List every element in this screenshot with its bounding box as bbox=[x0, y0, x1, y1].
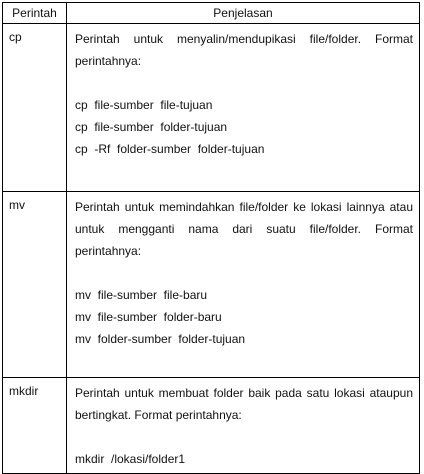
example-line: mkdir /lokasi/folder1 bbox=[75, 452, 186, 466]
command-cell: mv bbox=[3, 192, 67, 378]
description-text: Perintah untuk memindahkan file/folder ke lokasi lainnya atau untuk mengganti nama dari suatu file/folder. Format perintahnya: bbox=[75, 200, 413, 258]
table-row bbox=[3, 192, 420, 378]
example-line: mv file-sumber folder-baru bbox=[75, 310, 222, 324]
description-cell bbox=[67, 192, 420, 378]
example-line: cp file-sumber folder-tujuan bbox=[75, 120, 228, 134]
command-cell: cp bbox=[3, 24, 67, 192]
description-cell bbox=[67, 378, 420, 474]
table-row bbox=[3, 24, 420, 192]
example-line: mv file-sumber file-baru bbox=[75, 288, 208, 302]
description-text: Perintah untuk membuat folder baik pada satu lokasi ataupun bertingkat. Format perintahnya: bbox=[75, 386, 413, 422]
command-table bbox=[2, 2, 420, 474]
spacer bbox=[75, 262, 413, 284]
example-line: mv folder-sumber folder-tujuan bbox=[75, 332, 246, 346]
command-cell: mkdir bbox=[3, 378, 67, 474]
description-cell bbox=[67, 24, 420, 192]
example-line: cp -Rf folder-sumber folder-tujuan bbox=[75, 142, 265, 156]
spacer bbox=[75, 426, 413, 448]
spacer bbox=[75, 72, 413, 94]
table-header-row bbox=[3, 3, 420, 24]
description-text: Perintah untuk menyalin/mendupikasi file/folder. Format perintahnya: bbox=[75, 32, 413, 68]
example-line: cp file-sumber file-tujuan bbox=[75, 98, 213, 112]
table-row bbox=[3, 378, 420, 474]
header-penjelasan: Penjelasan bbox=[67, 3, 420, 24]
header-perintah: Perintah bbox=[3, 3, 67, 24]
